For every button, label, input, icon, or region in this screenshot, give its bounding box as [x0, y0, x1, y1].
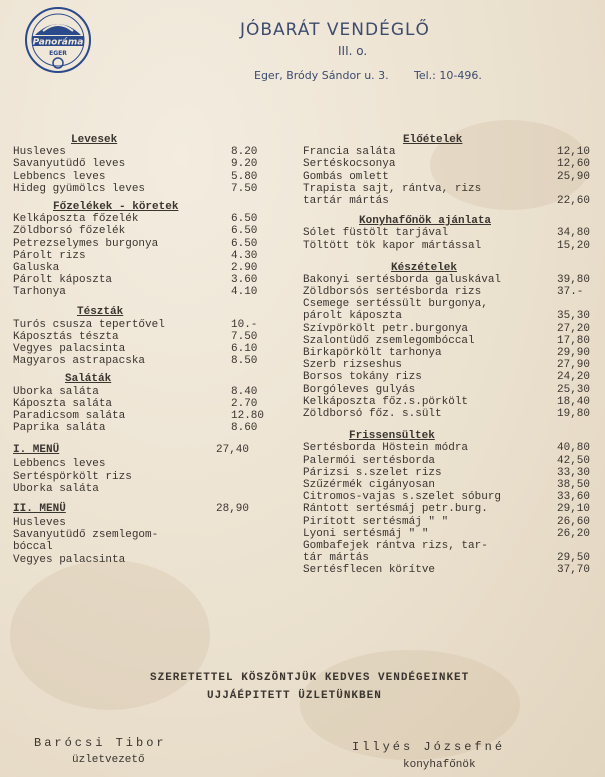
- logo-subtext: EGER: [49, 50, 67, 57]
- menu-item: Gombás omlett 25,90: [303, 170, 591, 183]
- menu-item: tár mártás 29,50: [303, 552, 591, 565]
- menu-item: Kelkáposzta főz.s.pörkölt 18,40: [303, 395, 591, 408]
- footer-greeting: SZERETETTEL KÖSZÖNTJÜK KEDVES VENDÉGEINKET: [150, 672, 470, 684]
- menu-item: Káposztás tészta 7.50: [13, 330, 258, 343]
- menu-item: Paprika saláta 8.60: [13, 422, 258, 435]
- footer-greeting-line2: UJJÁÉPITETT ÜZLETÜNKBEN: [207, 690, 382, 702]
- menu-item: Párolt káposzta 3.60: [13, 274, 258, 287]
- menu-item: Sólet füstölt tarjával 34,80: [303, 227, 591, 240]
- menu-item: tartár mártás 22,60: [303, 194, 591, 207]
- menu-item: Galuska 2.90: [13, 261, 258, 274]
- restaurant-phone: Tel.: 10-496.: [414, 69, 482, 82]
- menu-2-item: Vegyes palacsinta: [13, 553, 126, 566]
- menu-2-header: II. MENÜ 28,90: [13, 502, 250, 515]
- menu-item: Uborka saláta 8.40: [13, 385, 258, 398]
- menu-item: Rántott sertésmáj petr.burg. 29,10: [303, 503, 591, 516]
- menu-item: Hideg gyümölcs leves 7.50: [13, 182, 258, 195]
- menu-item: Borsos tokány rizs 24,20: [303, 371, 591, 384]
- menu-item: Pirított sertésmáj " " 26,60: [303, 515, 591, 528]
- menu-item: Trapista sajt, rántva, rizs: [303, 182, 482, 195]
- restaurant-floor: III. o.: [338, 44, 368, 58]
- menu-item: Szalontüdő zsemlegombóccal 17,80: [303, 334, 591, 347]
- menu-item: Paradicsom saláta 12.80: [13, 410, 265, 422]
- menu-item: Bakonyi sertésborda galuskával 39,80: [303, 273, 591, 286]
- section-title: Konyhafőnök ajánlata: [359, 215, 492, 228]
- logo-text: Panoráma: [32, 37, 84, 48]
- menu-item: Káposzta saláta 2.70: [13, 397, 258, 410]
- menu-item: Párolt rizs 4.30: [13, 249, 258, 262]
- panorama-logo: [23, 5, 93, 75]
- menu-1-header: I. MENÜ 27,40: [13, 444, 250, 457]
- menu-item: Husleves 8.20: [13, 146, 258, 159]
- section-title: Tészták: [77, 306, 124, 319]
- signature-manager: Barócsi Tibor: [34, 736, 167, 750]
- menu-item: Lyoni sertésmáj " " 26,20: [303, 527, 591, 540]
- restaurant-address: Eger, Bródy Sándor u. 3.: [254, 69, 389, 82]
- section-title: Saláták: [65, 373, 112, 386]
- menu-item: Sertésborda Höstein módra 40,80: [303, 442, 591, 455]
- menu-item: Tarhonya 4.10: [13, 286, 258, 299]
- menu-item: párolt káposzta 35,30: [303, 310, 591, 323]
- menu-2-item: Savanyutüdő zsemlegom-: [13, 529, 159, 542]
- section-title: Előételek: [403, 134, 463, 146]
- menu-item: Francia saláta 12,10: [303, 146, 591, 159]
- menu-item: Petrezselymes burgonya 6.50: [13, 237, 258, 250]
- section-title: Frissensültek: [349, 430, 435, 443]
- menu-item: Savanyutüdő leves 9.20: [13, 158, 258, 171]
- menu-2-item: bóccal: [13, 541, 53, 554]
- menu-item: Birkapörkölt tarhonya 29,90: [303, 347, 591, 360]
- signature-chef-role: konyhafőnök: [403, 759, 476, 771]
- menu-item: Csemege sertéssült burgonya,: [303, 298, 488, 311]
- left-column: [13, 134, 273, 566]
- paper-stain: [10, 560, 210, 710]
- menu-item: Párizsi s.szelet rizs 33,30: [303, 466, 591, 479]
- menu-1-item: Uborka saláta: [13, 482, 99, 495]
- menu-item: Borgóleves gulyás 25,30: [303, 383, 591, 396]
- signature-manager-role: üzletvezető: [72, 754, 145, 766]
- menu-item: Szűzérmék cigányosan 38,50: [303, 478, 591, 491]
- menu-item: Kelkáposzta főzelék 6.50: [13, 213, 258, 226]
- menu-1-item: Sertéspörkölt rizs: [13, 470, 132, 483]
- right-column: [303, 134, 601, 576]
- menu-item: Szívpörkölt petr.burgonya 27,20: [303, 322, 591, 335]
- menu-2-item: Husleves: [13, 516, 66, 529]
- menu-item: Vegyes palacsinta 6.10: [13, 343, 258, 356]
- menu-1-item: Lebbencs leves: [13, 458, 106, 471]
- menu-item: Sertéskocsonya 12,60: [303, 158, 591, 171]
- section-title: Készételek: [391, 261, 458, 274]
- menu-item: Gombafejek rántva rizs, tar-: [303, 539, 488, 552]
- menu-item: Zöldborsó főz. s.sült 19,80: [303, 407, 591, 420]
- section-title: Levesek: [71, 134, 118, 146]
- menu-item: Magyaros astrapacska 8.50: [13, 355, 258, 368]
- menu-item: Töltött tök kapor mártással 15,20: [303, 239, 591, 252]
- menu-item: Zöldborsó főzelék 6.50: [13, 225, 258, 238]
- menu-item: Turós csusza tepertővel 10.-: [13, 318, 258, 331]
- signature-chef: Illyés Józsefné: [352, 740, 506, 754]
- menu-item: Zöldborsós sertésborda rizs 37.-: [303, 286, 584, 299]
- menu-item: Citromos-vajas s.szelet sóburg 33,60: [303, 491, 591, 504]
- restaurant-title: JÓBARÁT VENDÉGLŐ: [240, 20, 430, 40]
- menu-item: Sertésflecen körítve 37,70: [303, 564, 591, 577]
- menu-item: Palermói sertésborda 42,50: [303, 454, 591, 467]
- section-title: Főzelékek - köretek: [53, 200, 179, 213]
- menu-item: Szerb rizseshus 27,90: [303, 359, 591, 372]
- menu-item: Lebbencs leves 5.80: [13, 170, 258, 183]
